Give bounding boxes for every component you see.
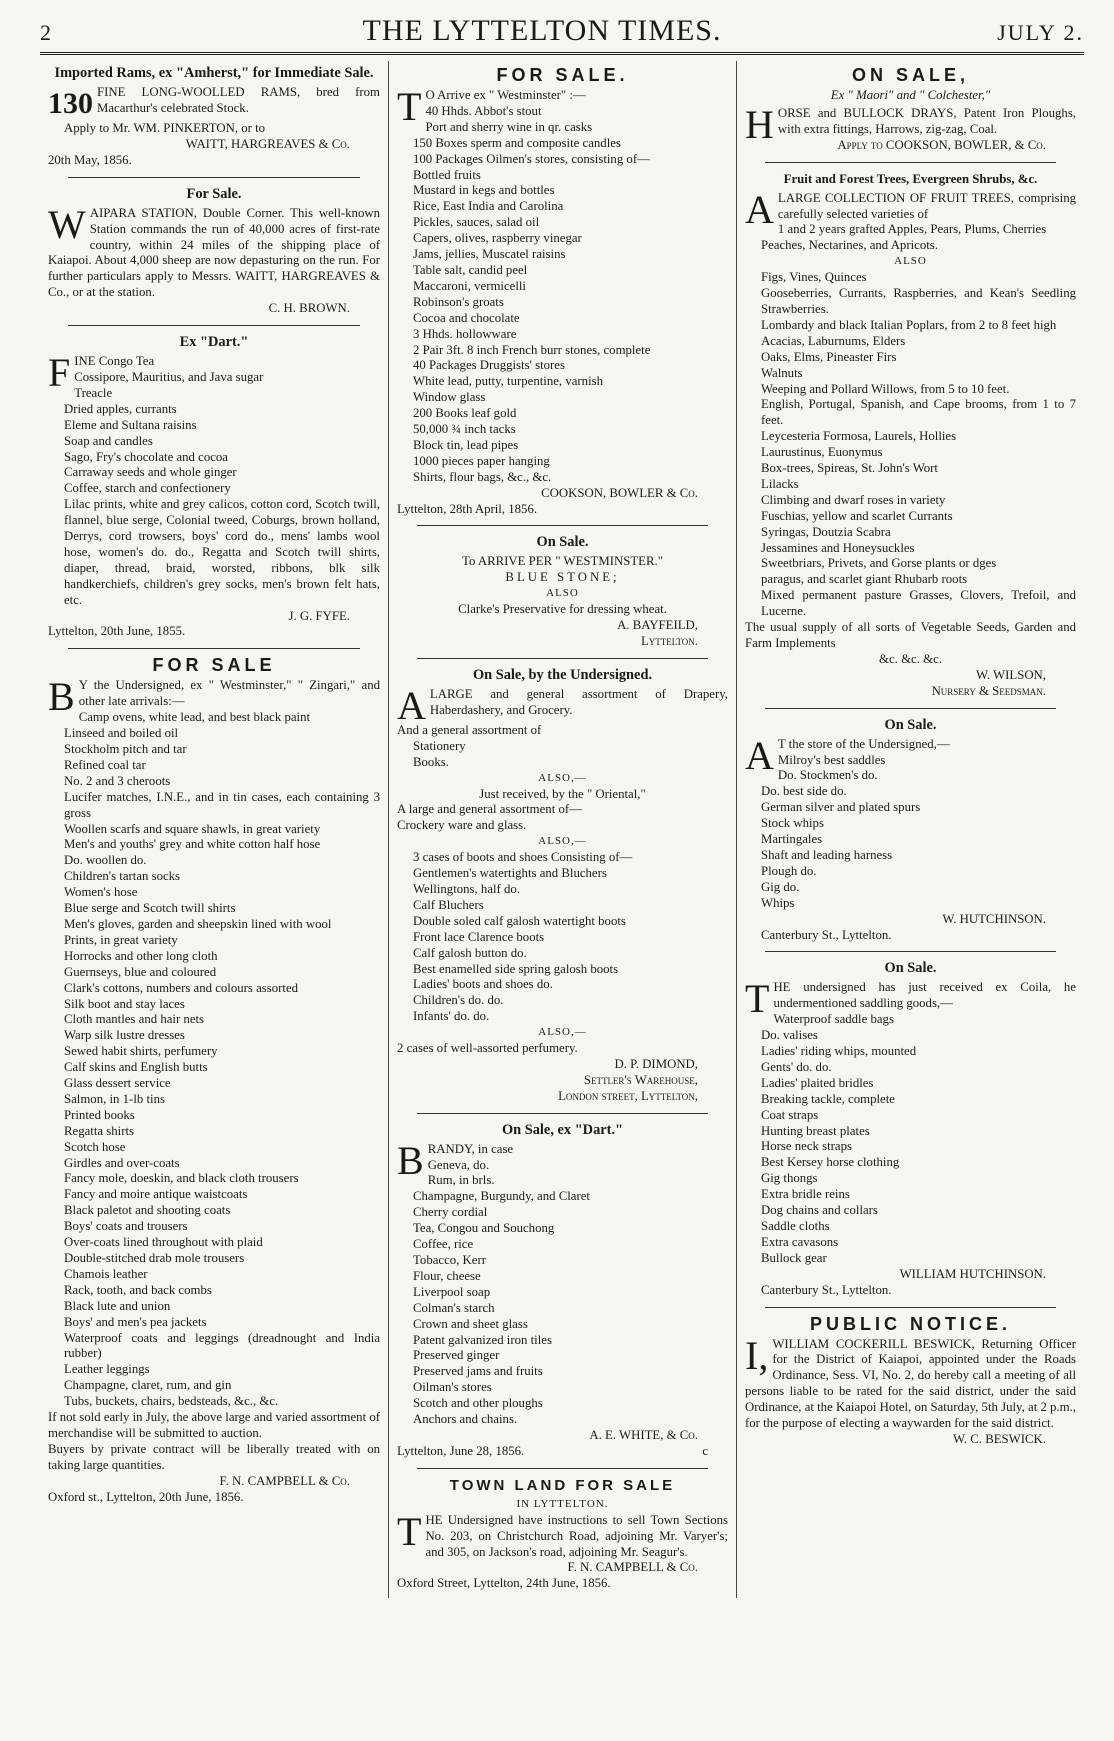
ad-date: Oxford st., Lyttelton, 20th June, 1856. <box>48 1489 244 1504</box>
list-item: Table salt, candid peel <box>413 262 528 277</box>
ad-signature: F. N. CAMPBELL & Co. <box>219 1473 350 1488</box>
list-item: Pickles, sauces, salad oil <box>413 215 540 230</box>
item-list <box>397 1158 728 1428</box>
ad-note: If not sold early in July, the above large and varied assortment of merchandise will be submitted to auction. <box>48 1410 380 1440</box>
list-item: 150 Boxes sperm and composite candles <box>413 135 621 150</box>
list-item: Men's and youths' grey and white cotton half hose <box>64 837 321 852</box>
list-item: No. 2 and 3 cheroots <box>64 773 171 788</box>
ad-signature: D. P. DIMOND, <box>614 1056 698 1071</box>
list-item: Warp silk lustre dresses <box>64 1028 185 1043</box>
list-item: Best enamelled side spring galosh boots <box>413 961 619 976</box>
ad-body: FINE LONG-WOOLLED RAMS, bred from Macarthur's celebrated Stock. <box>97 85 380 115</box>
list-item: Port and sherry wine in qr. casks <box>425 119 593 134</box>
ad-heading: ON SALE, <box>851 65 969 85</box>
ad-apply: Apply to Mr. WM. PINKERTON, or to <box>64 121 266 135</box>
list-item: Tobacco, Kerr <box>413 1253 487 1267</box>
list-item: Bullock gear <box>761 1250 827 1265</box>
list-item: Gig thongs <box>761 1171 818 1186</box>
ad-also: ALSO <box>546 587 579 600</box>
list-item: Colman's starch <box>413 1300 495 1315</box>
list-item: Hunting breast plates <box>761 1123 870 1138</box>
ad-body: ORSE and BULLOCK DRAYS, Patent Iron Ploughs, with extra fittings, Harrows, zig-zag, Coal. <box>777 105 1076 136</box>
ad-signature: Lyttelton. <box>640 634 698 648</box>
ad-heading: FOR SALE <box>152 655 276 676</box>
item-list <box>745 270 1076 620</box>
list-item: Over-coats lined throughout with plaid <box>64 1235 263 1250</box>
ad-date: 20th May, 1856. <box>48 152 132 167</box>
ad-signature: COOKSON, BOWLER & Co. <box>541 485 698 500</box>
ad-dart <box>48 334 380 640</box>
columns <box>40 61 1084 1598</box>
list-item: Breaking tackle, complete <box>761 1091 895 1106</box>
ad-heading: PUBLIC NOTICE. <box>809 1313 1011 1334</box>
list-item: Eleme and Sultana raisins <box>64 417 197 432</box>
drop-cap: T <box>745 976 770 1022</box>
list-item: Gents' do. do. <box>761 1059 832 1074</box>
ad-signature: C. H. BROWN. <box>268 301 350 316</box>
divider <box>68 177 360 178</box>
item-list <box>745 222 1076 254</box>
ad-subheading: IN LYTTELTON. <box>516 1497 609 1510</box>
list-item: Leycesteria Formosa, Laurels, Hollies <box>761 429 957 444</box>
list-item: Calf Bluchers <box>413 897 484 912</box>
item-list <box>745 1012 1076 1267</box>
ad-signature: Nursery & Seedsman. <box>931 683 1046 698</box>
list-item: Boys' coats and trousers <box>64 1219 188 1234</box>
list-item: Blue serge and Scotch twill shirts <box>64 901 236 916</box>
list-item: Woollen scarfs and square shawls, in great variety <box>64 821 321 836</box>
list-item: Boys' and men's pea jackets <box>64 1314 207 1329</box>
ad-signature: Settler's Warehouse, <box>583 1072 698 1087</box>
list-item: Linseed and boiled oil <box>64 726 179 741</box>
list-item: Rum, in brls. <box>427 1173 495 1188</box>
column-1 <box>40 61 388 1598</box>
list-item: Fancy mole, doeskin, and black cloth trousers <box>64 1171 299 1186</box>
list-item: Fuschias, yellow and scarlet Currants <box>761 508 953 523</box>
drop-number: 130 <box>48 87 93 120</box>
list-item: Geneva, do. <box>427 1157 490 1172</box>
ad-heading: Fruit and Forest Trees, Evergreen Shrubs, &c. <box>783 171 1038 186</box>
list-item: Gooseberries, Currants, Raspberries, and Kean's Seedling Strawberries. <box>761 286 1076 316</box>
list-item: Rack, tooth, and back combs <box>64 1282 212 1297</box>
list-item: Children's tartan socks <box>64 869 181 884</box>
ad-note: Buyers by private contract will be liberally treated with on taking large quantities. <box>48 1441 380 1472</box>
list-item: Champagne, Burgundy, and Claret <box>413 1189 590 1204</box>
ad-line: Just received, by the " Oriental," <box>479 786 646 801</box>
ad-line: &c. &c. &c. <box>879 651 942 666</box>
drop-cap: B <box>48 674 75 720</box>
ad-signature: F. N. CAMPBELL & Co. <box>567 1560 698 1575</box>
list-item: Jams, jellies, Muscatel raisins <box>413 247 566 262</box>
item-list <box>48 710 380 1410</box>
list-item: Saddle cloths <box>761 1219 830 1233</box>
ad-town-land <box>397 1477 728 1592</box>
list-item: Mustard in kegs and bottles <box>413 183 555 198</box>
ad-waipara <box>48 186 380 317</box>
list-item: Lombardy and black Italian Poplars, from 2 to 8 feet high <box>761 317 1057 332</box>
list-item: Jessamines and Honeysuckles <box>761 540 915 555</box>
list-item: Block tin, lead pipes <box>413 437 519 452</box>
list-item: Do. woollen do. <box>64 853 147 868</box>
list-item: Dried apples, currants <box>64 401 177 416</box>
list-item: Laurustinus, Euonymus <box>761 445 883 460</box>
list-item: Whips <box>761 895 795 910</box>
ad-intro: O Arrive ex " Westminster" :— <box>425 88 586 102</box>
drop-cap: A <box>397 682 426 728</box>
item-list <box>397 850 728 1025</box>
ad-for-sale-westminster <box>397 67 728 517</box>
list-item: Liverpool soap <box>413 1284 491 1299</box>
ad-also: ALSO,— <box>538 835 587 848</box>
list-item: Coffee, starch and confectionery <box>64 481 231 496</box>
ad-line: To ARRIVE PER " WESTMINSTER." <box>462 554 663 569</box>
ad-line: BLUE STONE; <box>505 570 620 585</box>
ad-heading: TOWN LAND FOR SALE <box>449 1476 676 1494</box>
column-3 <box>736 61 1084 1598</box>
list-item: Soap and candles <box>64 433 153 448</box>
list-item: Scotch and other ploughs <box>413 1396 543 1411</box>
list-item: Chamois leather <box>64 1266 148 1281</box>
list-item: Salmon, in 1-lb tins <box>64 1091 165 1106</box>
list-item: Double soled calf galosh watertight boots <box>413 913 626 928</box>
ad-signature: W. C. BESWICK. <box>952 1431 1046 1446</box>
list-item: Front lace Clarence boots <box>413 929 545 944</box>
list-item: Plough do. <box>761 863 817 878</box>
ad-date: Lyttelton, 28th April, 1856. <box>397 501 538 516</box>
column-2 <box>388 61 736 1598</box>
list-item: Dog chains and collars <box>761 1203 878 1218</box>
ad-line: 2 cases of well-assorted perfumery. <box>397 1041 578 1056</box>
list-item: Tea, Congou and Souchong <box>413 1221 555 1236</box>
list-item: 50,000 ¾ inch tacks <box>413 422 516 437</box>
ad-body: WILLIAM COCKERILL BESWICK, Returning Officer for the District of Kaiapoi, appointed under the Roads Ordinance, Sess. VI, No. 2, do hereby call a meeting of all persons liable to be rated for the said district, under the said Ordinance, at the Kaiapoi Hotel, on Saturday, 5th July, at 2 p.m., for the purpose of electing a waywarden for the said district. <box>745 1336 1076 1431</box>
ad-for-sale <box>48 657 380 1505</box>
list-item: 1 and 2 years grafted Apples, Pears, Plums, Cherries <box>777 222 1047 237</box>
list-item: Martingales <box>761 832 823 847</box>
divider <box>765 951 1056 952</box>
list-item: Cloth mantles and hair nets <box>64 1012 205 1027</box>
ad-apply: Apply to COOKSON, BOWLER, & Co. <box>837 137 1046 152</box>
ad-subheading: Ex " Maori" and " Colchester," <box>830 88 991 102</box>
divider <box>765 708 1056 709</box>
list-item: Treacle <box>74 385 113 400</box>
list-item: Waterproof saddle bags <box>773 1012 894 1027</box>
list-item: English, Portugal, Spanish, and Cape brooms, from 1 to 7 feet. <box>761 397 1076 428</box>
list-item: Children's do. do. <box>413 993 504 1008</box>
ad-date: Lyttelton, 20th June, 1855. <box>48 624 186 639</box>
list-item: Milroy's best saddles <box>777 752 886 767</box>
drop-cap: T <box>397 84 422 129</box>
ad-drays <box>745 67 1076 154</box>
list-item: Lilac prints, white and grey calicos, cotton cord, Scotch twill, flannel, blue serge, Colonial tweed, Coburgs, brown holland, Derrys, cord trowsers, boys' cord do., mens' lambs wool hose, women's do. do., Regatta and Scotch twill shirts, diaper, thread, braid, worsted, ribbons, blk silk handkerchiefs, children's grey socks, men's brown felt hats, etc. <box>64 497 380 607</box>
list-item: paragus, and scarlet giant Rhubarb roots <box>761 572 968 587</box>
ad-trees <box>745 171 1076 700</box>
ad-mark: c <box>702 1443 708 1458</box>
list-item: White lead, putty, turpentine, varnish <box>413 374 604 389</box>
ad-address: Canterbury St., Lyttelton. <box>761 1282 892 1297</box>
ad-signature: J. G. FYFE. <box>288 608 350 623</box>
list-item: Clark's cottons, numbers and colours assorted <box>64 980 299 995</box>
list-item: Crown and sheet glass <box>413 1316 528 1331</box>
list-item: Glass dessert service <box>64 1076 171 1091</box>
list-item: Coffee, rice <box>413 1237 474 1252</box>
list-item: Lucifer matches, I.N.E., and in tin cases, each containing 3 gross <box>64 789 380 820</box>
list-item: Ladies' plaited bridles <box>761 1075 874 1090</box>
list-item: Do. best side do. <box>761 784 847 799</box>
ad-heading: On Sale, by the Undersigned. <box>472 666 653 683</box>
ad-line: Clarke's Preservative for dressing wheat. <box>458 602 667 617</box>
ad-signature: A. E. WHITE, & Co. <box>589 1427 698 1442</box>
ad-heading: On Sale. <box>884 716 937 733</box>
list-item: Acacias, Laburnums, Elders <box>761 333 906 348</box>
list-item: 200 Books leaf gold <box>413 406 517 421</box>
list-item: Tubs, buckets, chairs, bedsteads, &c., &c. <box>64 1394 279 1409</box>
list-item: Weeping and Pollard Willows, from 5 to 10 feet. <box>761 381 1010 396</box>
list-item: Ladies' boots and shoes do. <box>413 977 553 992</box>
list-item: Box-trees, Spireas, St. John's Wort <box>761 461 938 476</box>
ad-heading: On Sale. <box>536 534 589 551</box>
divider <box>417 1468 708 1469</box>
divider <box>68 325 360 326</box>
list-item: Oilman's stores <box>413 1380 492 1395</box>
list-item: Cossipore, Mauritius, and Java sugar <box>74 369 264 384</box>
list-item: Leather leggings <box>64 1362 150 1377</box>
drop-cap: W <box>48 201 86 247</box>
list-item: Walnuts <box>761 365 803 380</box>
list-item: Window glass <box>413 390 486 405</box>
list-item: German silver and plated spurs <box>761 800 921 815</box>
list-item: Gentlemen's watertights and Bluchers <box>413 866 607 881</box>
ad-signature: A. BAYFEILD, <box>617 618 698 633</box>
ad-intro: LARGE COLLECTION OF FRUIT TREES, comprising carefully selected varieties of <box>777 190 1076 221</box>
drop-cap: A <box>745 186 774 232</box>
ad-signature: London street, Lyttelton, <box>558 1088 698 1103</box>
list-item: Syringas, Doutzia Scabra <box>761 524 891 539</box>
list-item: Infants' do. do. <box>413 1009 490 1024</box>
drop-cap: I, <box>745 1332 769 1378</box>
drop-cap: A <box>745 732 774 778</box>
list-item: Calf galosh button do. <box>413 945 527 960</box>
ad-heading: FOR SALE. <box>496 65 629 85</box>
divider <box>68 648 360 649</box>
ad-line: And a general assortment of <box>397 722 542 737</box>
list-item: Do. valises <box>761 1028 818 1043</box>
list-item: Women's hose <box>64 885 138 900</box>
list-item: Preserved jams and fruits <box>413 1364 543 1379</box>
ad-blue-stone <box>397 534 728 649</box>
list-item: Anchors and chains. <box>413 1412 518 1427</box>
ad-signature: WILLIAM HUTCHINSON. <box>899 1266 1046 1281</box>
ad-line: Stationery <box>413 738 466 753</box>
list-item: Sago, Fry's chocolate and cocoa <box>64 449 228 464</box>
ad-line: Books. <box>413 754 449 769</box>
list-item: Figs, Vines, Quinces <box>761 270 867 285</box>
ad-first-line: INE Congo Tea <box>74 354 155 369</box>
ad-public-notice <box>745 1313 1076 1448</box>
drop-cap: B <box>397 1137 424 1183</box>
list-item: Printed books <box>64 1107 135 1122</box>
ad-heading: On Sale, ex "Dart." <box>501 1121 624 1138</box>
ad-also: ALSO,— <box>538 1026 587 1039</box>
masthead <box>40 14 1084 48</box>
ad-signature: W. WILSON, <box>975 667 1046 682</box>
list-item: Shaft and leading harness <box>761 847 893 862</box>
divider <box>417 658 708 659</box>
ad-coila <box>745 960 1076 1298</box>
list-item: 3 cases of boots and shoes Consisting of— <box>413 850 633 865</box>
list-item: Shirts, flour bags, &c., &c. <box>413 469 552 484</box>
item-list <box>48 370 380 609</box>
item-list <box>745 753 1076 912</box>
list-item: 40 Hhds. Abbot's stout <box>425 103 542 118</box>
list-item: Lilacks <box>761 476 799 491</box>
ad-body: HE Undersigned have instructions to sell Town Sections No. 203, on Christchurch Road, adjoining Mr. Varyer's; and 305, on Jackson's road, adjoining Mr. Seagur's. <box>425 1512 728 1559</box>
ad-heading: Imported Rams, ex "Amherst," for Immediate Sale. <box>54 65 374 81</box>
list-item: Cherry cordial <box>413 1205 488 1220</box>
ad-brandy <box>397 1122 728 1460</box>
list-item: Waterproof coats and leggings (dreadnought and India rubber) <box>64 1330 380 1361</box>
list-item: Horse neck straps <box>761 1139 852 1154</box>
divider <box>417 525 708 526</box>
list-item: Bottled fruits <box>413 167 481 182</box>
divider <box>417 1113 708 1114</box>
list-item: Gig do. <box>761 879 800 894</box>
ad-intro: Y the Undersigned, ex " Westminster," " Zingari," and other late arrivals:— <box>78 678 380 709</box>
drop-cap: H <box>745 101 774 147</box>
list-item: Do. Stockmen's do. <box>777 768 878 783</box>
list-item: Scotch hose <box>64 1139 126 1154</box>
list-item: Prints, in great variety <box>64 932 178 947</box>
list-item: Fancy and moire antique waistcoats <box>64 1187 248 1202</box>
list-item: Black paletot and shooting coats <box>64 1203 231 1218</box>
list-item: Double-stitched drab mole trousers <box>64 1251 245 1265</box>
ad-heading: On Sale. <box>884 960 937 977</box>
list-item: 40 Packages Druggists' stores <box>413 358 565 373</box>
masthead-rule <box>40 52 1084 55</box>
list-item: Climbing and dwarf roses in variety <box>761 492 946 507</box>
list-item: Carraway seeds and whole ginger <box>64 465 237 480</box>
list-item: 1000 pieces paper hanging <box>413 453 550 468</box>
list-item: Sewed habit shirts, perfumery <box>64 1044 218 1059</box>
ad-also: ALSO,— <box>538 771 587 784</box>
ad-heading: For Sale. <box>186 185 242 202</box>
list-item: Horrocks and other long cloth <box>64 948 218 963</box>
ad-first-line: RANDY, in case <box>427 1141 514 1156</box>
issue-date: JULY 2. <box>997 20 1084 45</box>
list-item: Champagne, claret, rum, and gin <box>64 1378 232 1393</box>
newspaper-title: THE LYTTELTON TIMES. <box>362 14 722 47</box>
divider <box>765 1307 1056 1308</box>
ad-intro: T the store of the Undersigned,— <box>777 736 950 751</box>
list-item: Stock whips <box>761 816 824 831</box>
ad-line: The usual supply of all sorts of Vegetable Seeds, Garden and Farm Implements <box>745 620 1076 650</box>
ad-intro: HE undersigned has just received ex Coila, he undermentioned saddling goods,— <box>773 980 1076 1011</box>
list-item: 3 Hhds. hollowware <box>413 326 517 341</box>
page-number: 2 <box>40 20 51 45</box>
list-item: Extra cavasons <box>761 1234 839 1249</box>
list-item: Oaks, Elms, Pineaster Firs <box>761 349 897 364</box>
list-item: Patent galvanized iron tiles <box>413 1332 552 1347</box>
list-item: Ladies' riding whips, mounted <box>761 1044 917 1059</box>
list-item: Flour, cheese <box>413 1268 481 1283</box>
list-item: Mixed permanent pasture Grasses, Clovers, Trefoil, and Lucerne. <box>761 588 1076 619</box>
ad-signature: W. HUTCHINSON. <box>942 911 1046 926</box>
list-item: Preserved ginger <box>413 1348 500 1363</box>
drop-cap: T <box>397 1508 422 1554</box>
ad-undersigned <box>397 667 728 1105</box>
list-item: Cocoa and chocolate <box>413 310 520 325</box>
list-item: Rice, East India and Carolina <box>413 199 564 214</box>
ad-rams <box>48 65 380 169</box>
list-item: Sweetbriars, Privets, and Gorse plants or dges <box>761 556 997 571</box>
list-item: Regatta shirts <box>64 1123 135 1138</box>
list-item: Silk boot and stay laces <box>64 996 185 1011</box>
ad-also: ALSO <box>894 255 927 268</box>
list-item: Coat straps <box>761 1107 819 1122</box>
list-item: Best Kersey horse clothing <box>761 1155 900 1170</box>
list-item: Camp ovens, white lead, and best black paint <box>78 710 311 725</box>
ad-body: AIPARA STATION, Double Corner. This well-known Station commands the run of 40,000 acres of first-rate country, within 24 miles of the shipping place of Kaiapoi. About 4,000 sheep are now depasturing on the run. For further particulars apply to Messrs. WAITT, HARGREAVES & Co., or at the station. <box>48 205 380 300</box>
list-item: Capers, olives, raspberry vinegar <box>413 231 582 246</box>
list-item: Calf skins and English butts <box>64 1060 208 1075</box>
ad-date: Oxford Street, Lyttelton, 24th June, 1856. <box>397 1576 611 1591</box>
list-item: Extra bridle reins <box>761 1187 850 1202</box>
ad-address: Canterbury St., Lyttelton. <box>761 927 892 942</box>
drop-cap: F <box>48 350 71 396</box>
list-item: Stockholm pitch and tar <box>64 742 187 756</box>
list-item: Guernseys, blue and coloured <box>64 964 217 979</box>
divider <box>765 162 1056 163</box>
ad-saddlery <box>745 717 1076 944</box>
ad-intro: LARGE and general assortment of Drapery, Haberdashery, and Grocery. <box>429 686 728 717</box>
list-item: Refined coal tar <box>64 757 146 772</box>
list-item: 100 Packages Oilmen's stores, consisting of— <box>413 151 650 166</box>
list-item: Maccaroni, vermicelli <box>413 278 526 293</box>
list-item: Peaches, Nectarines, and Apricots. <box>761 238 938 253</box>
list-item: Wellingtons, half do. <box>413 881 521 896</box>
item-list <box>397 104 728 486</box>
list-item: Girdles and over-coats <box>64 1155 180 1170</box>
list-item: Robinson's groats <box>413 294 504 309</box>
list-item: Men's gloves, garden and sheepskin lined with wool <box>64 916 332 931</box>
ad-line: Crockery ware and glass. <box>397 818 527 833</box>
ad-line: A large and general assortment of— <box>397 802 582 817</box>
ad-heading: Ex "Dart." <box>179 334 249 351</box>
ad-date: Lyttelton, June 28, 1856. c <box>397 1444 728 1460</box>
list-item: 2 Pair 3ft. 8 inch French burr stones, complete <box>413 342 651 357</box>
list-item: Black lute and union <box>64 1298 171 1313</box>
ad-firm: WAITT, HARGREAVES & Co. <box>185 136 350 151</box>
